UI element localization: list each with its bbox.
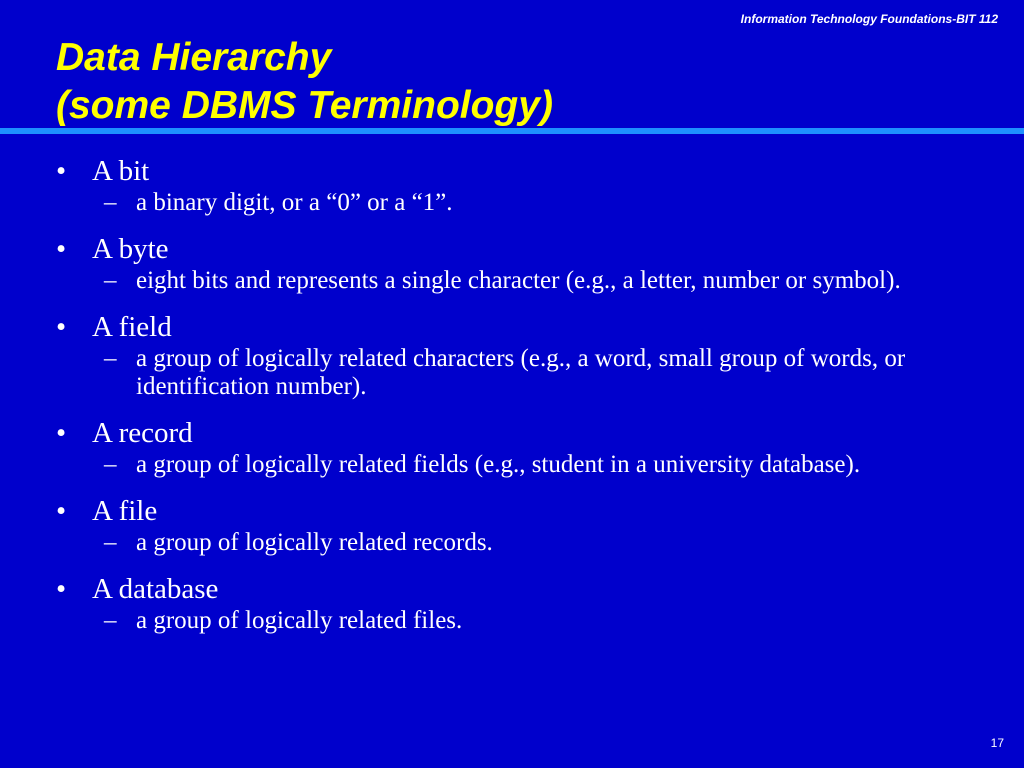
definition-text: a group of logically related records.	[136, 529, 493, 556]
definition-text: eight bits and represents a single character (e.g., a letter, number or symbol).	[136, 267, 901, 294]
term-label: A byte	[92, 233, 169, 265]
slide-title	[56, 34, 553, 130]
term-label: A database	[92, 573, 219, 605]
list-item	[56, 153, 956, 217]
term-label: A bit	[92, 155, 150, 187]
term-label: A field	[92, 311, 172, 343]
dash-icon: –	[104, 267, 117, 294]
list-item	[56, 309, 956, 401]
course-header: Information Technology Foundations-BIT 112	[740, 12, 998, 26]
slide-title-line-1: Data Hierarchy	[56, 36, 332, 79]
dash-icon: –	[104, 607, 117, 634]
dash-icon: –	[104, 189, 117, 216]
dash-icon: –	[104, 345, 117, 372]
term-label: A file	[92, 495, 158, 527]
page-number: 17	[990, 736, 1004, 750]
slide-title-line-2: (some DBMS Terminology)	[56, 84, 553, 127]
list-item	[56, 415, 956, 479]
dash-icon: –	[104, 529, 117, 556]
bullet-list	[56, 153, 956, 649]
definition-text: a group of logically related characters (e.g., a word, small group of words, or identification number).	[136, 345, 906, 400]
list-item	[56, 231, 956, 295]
definition-text: a binary digit, or a “0” or a “1”.	[136, 189, 453, 216]
dash-icon: –	[104, 451, 117, 478]
bullet-icon: •	[56, 233, 67, 265]
title-divider	[0, 128, 1024, 134]
bullet-icon: •	[56, 417, 67, 449]
bullet-icon: •	[56, 311, 67, 343]
list-item	[56, 571, 956, 635]
bullet-icon: •	[56, 155, 67, 187]
list-item	[56, 493, 956, 557]
definition-text: a group of logically related files.	[136, 607, 463, 634]
definition-text: a group of logically related fields (e.g., student in a university database).	[136, 451, 861, 478]
term-label: A record	[92, 417, 193, 449]
bullet-icon: •	[56, 573, 67, 605]
bullet-icon: •	[56, 495, 67, 527]
